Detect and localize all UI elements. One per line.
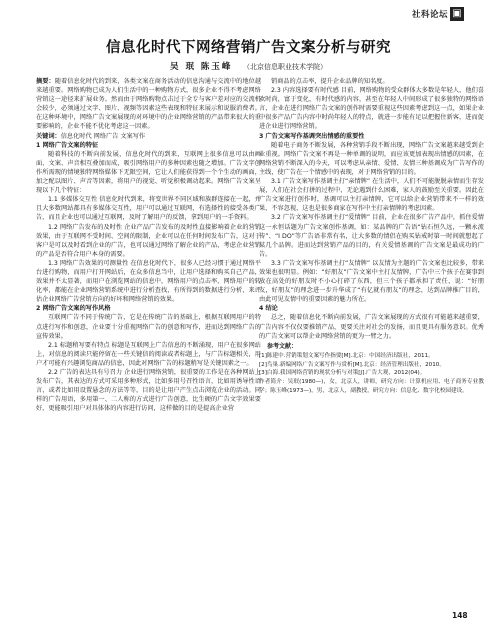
byline (0, 60, 497, 72)
keywords-label: 关键词： (36, 132, 61, 140)
paragraph: 总之，随着信息化不断向前发展，广告文案展现的方式很有可能越来越重要，广告内容不仅仅要推销产品，更要关注对社会的发扬，而且更具有服务意识。优秀的广告文案可以帮企业网络营销的更为一臂之力。 (259, 314, 484, 340)
badge-icon: ▣ (450, 7, 464, 21)
section-heading: 1 网络广告文案的特征 (36, 141, 99, 149)
reference-item: [2]鸟巢.新编网络广告文案写作与赏析[M].北京：经济管理出版社，2010。 (259, 361, 445, 368)
paragraph: 2.2 广告的表达具有号召力 企业进行网络营销，很重要的工作是在各种网站上发布广告，其表达的方式可采用多种形式，比如多用号召性语言，比如用诱导性语言，或者比如用设置悬念的方法等等，目的是让用户产生点击浏览企业的活动。同样的广告用语，多用第一、二人称的方式进行广告创意，比生硬的广告文字效果要好，更能吸引用户对具体体的内容进行访问，这样做的目的是提高企业营 (36, 369, 261, 413)
section-badge (412, 5, 464, 22)
abstract-text: 随着信息化时代的到来，各类文案在商务活动的信息沟通与交流中的地位越来越重要。网络购物已成为人们生活中的一种购物方式，很多企业不得不考虑网络营销这一途径来扩展业务。然而由于网络购物点击过于全专与客户差对应的交流机会较少，必须通过文字、图片、视频等因素这些表现和特征来展示和说服消费者。在这种环境中，网络广告文案展现的对环境中的企业网络营销的产品带来很大的重要影响的，企业不能不优化考虑这一因素。 (36, 78, 262, 131)
page-number: 148 (452, 611, 468, 620)
section-heading: 2 网络广告文案的写作风格 (36, 305, 111, 313)
paragraph: 销商品的点击率，提升企业品牌的知名度。 (271, 78, 389, 85)
keywords-text: 信息化时代 网络广告 文案写作 (60, 132, 146, 140)
right-body (259, 77, 484, 341)
keywords (36, 132, 261, 141)
right-column (259, 77, 484, 395)
reference-item: [1]陈建中.营销策划文案写作指要[M].北京：中国经济出版社，2011。 (259, 352, 434, 359)
affiliation: （北京信息职业技术学院） (242, 63, 327, 71)
references-list (259, 352, 484, 378)
left-column (36, 77, 261, 413)
paragraph: 1.2 网络广告发布的及时性 企业产品广告发布的及时性直接影响着企业的营销效果，由于互联网不受时间、空间的限制，企业可以在任何时间发布广告，这对于客户是可以及时看到企业的广告，也可以通过网络了解企业的产品，考虑企业营销的产品是否符合用户本身的需要。 (36, 223, 261, 258)
paragraph: 随着电子商务不断发展，各种营销手段不断出现，网络广告文案越来越受到企业重视。网络广告文案不再是一种单调的说明，而应该更加表现出情感的因素，在网络营销不断深入的今天，可以考虑从亲情、爱情、友情三种基调成为广告写作的主线，使广告在一个情感中的表现，对于网络营销的目的。 (259, 141, 484, 176)
left-body (36, 141, 261, 414)
paragraph: 1.1 多媒体交互性 信息化时代到来，将变世界不同区域和族群连接在一起，并且大多数网站都具有多媒体交互性，用户可以通过互联网，有选择性的接受各类广告，而且企业也可以通过互联网，及时了解用户的反馈，拿到用户的一手资料。 (36, 196, 261, 222)
references-heading: 参考文献： (267, 342, 298, 350)
paragraph: 随着科技的不断向前发展，信息化时代的到来，互联网上很多信息可以由画面、文案、声音相互叠加而成，吸引网络用户的多种因素也随之增加。广告文字创作所需现的情境独特网络媒体下无限空间，它让人们能获得到一个个生动的画面，加之配以图片、声音等因素，将用户的视觉、听觉积极调动起来。网络广告文案呈现以下几个特征： (36, 150, 261, 195)
paragraph: 互联网广告不同于传统广告，它是在传统广告的基础上，根据互联网用户的特点进行写作和创意，企业要十分重视网络广告的创意和写作，进而达到网络广告的宣传效果。 (36, 314, 261, 340)
paragraph: 3.3 广告文案写作基调主打“友情牌” 以友情为主题的广告文案也比较多，带来效果也很明显。例如：“好朋友”广告文案中主打友情牌，广告中三个孩子在赛事到放在高处的好朋友时不小心打碎了东西，但三个孩子都承担了责任，说：“好朋友，好朋友”的理念进一步升华成了“有亿就有朋友”的理念，达到品牌推广目的，由此可见友情中的重要因素的魅力所在。 (259, 259, 484, 304)
paragraph: 2.3 内容选择要有时代感 目前，网络购物的受众群体大多数是年轻人，他们喜欢时尚，富于变化，有时代感的内容，甚至在年轻人中间形成了很多独特的网络语言，企业在进行网络广告文案的创作时需要重视这些因素考虑到这一点，如果企业中很多产品广告内容中时尚年轻人的特点，就进一步能有足以把握住新客，进而促进企业进行网络营销。 (259, 87, 484, 131)
reference-item: [3]白海.我国网络营销的现状分析与对策[J].广告大观，2012(04)。 (259, 370, 426, 377)
author-note: 作者简介：吴珉(1980—)，女，北京人，讲师，研究方向：计算机应用、电子商务专业教学；陈玉峰(1973—)，男，北京人，副教授，研究方向：信息化、数字化校园建设。 (259, 378, 484, 394)
paragraph: 3.1 广告文案写作基调主打“亲情牌” 在生活中，人们不可能脱脱亲情而生存发展，人们在社会打拼的过程中，无论遇到什么困难，家人的鼓励至关重要。因此在广告文案进行创作时，基调可以主打亲情牌，它可以给企业营销带来不一样的效果，不容忽视，这也是很多商家在写作中主打亲情牌的考虑因素。 (259, 178, 484, 213)
article-title: 信息化时代下网络营销广告文案分析与研究 (106, 40, 391, 56)
paragraph: 2.1 标题稍写要有特点 标题是互联网上广告信息的不断涌现，用户在很多网站上，对信息的阅读只能停留在一些关键信的阅读或者标题上，与广告标题相关，用户才可能有兴趣浏览商品的信息，因此对网络广告的标题稍写是关键因素之一。 (36, 341, 261, 367)
section-heading: 3 广告文案写作基调突出情感的重要性 (259, 132, 365, 140)
abstract (36, 77, 261, 132)
paragraph: 1.3 网络广告效果的可测量性 在信息化时代下，很多人已经习惯于通过网络平台进行购物，而用户打开网站后，在众多信息当中，让用户选择和购买自己产品，效果并不太显著，而用户在浏览网站的信息中，网络用户的点击率、网络用户的转化率，都能在企业网络营销系统中进行分析查找，有所得到的数据进行分析，来评估企业网络广告营销方向的好坏和网络营销的效果。 (36, 259, 261, 304)
badge-label: 社科论坛 (412, 9, 449, 20)
paragraph: 3.2 广告文案写作基调主打“爱情牌” 目前，企业在很多广告产品中，抓住爱情这一永恒话题为广告文案创作基调，如：某品牌的广告语“钻石恒久远，一颗永流传”、“I DO”等广告语非常有名，让大多数的情侣在购买钻戒时第一时间就想起了某几个品牌。进而达到营销产品的目的，有关爱情基调的广告文案是最成功的广告。 (259, 214, 484, 258)
section-heading: 4 结论 (259, 305, 278, 313)
abstract-label: 摘要： (36, 78, 55, 85)
authors: 吴 珉 陈玉峰 (170, 62, 233, 72)
